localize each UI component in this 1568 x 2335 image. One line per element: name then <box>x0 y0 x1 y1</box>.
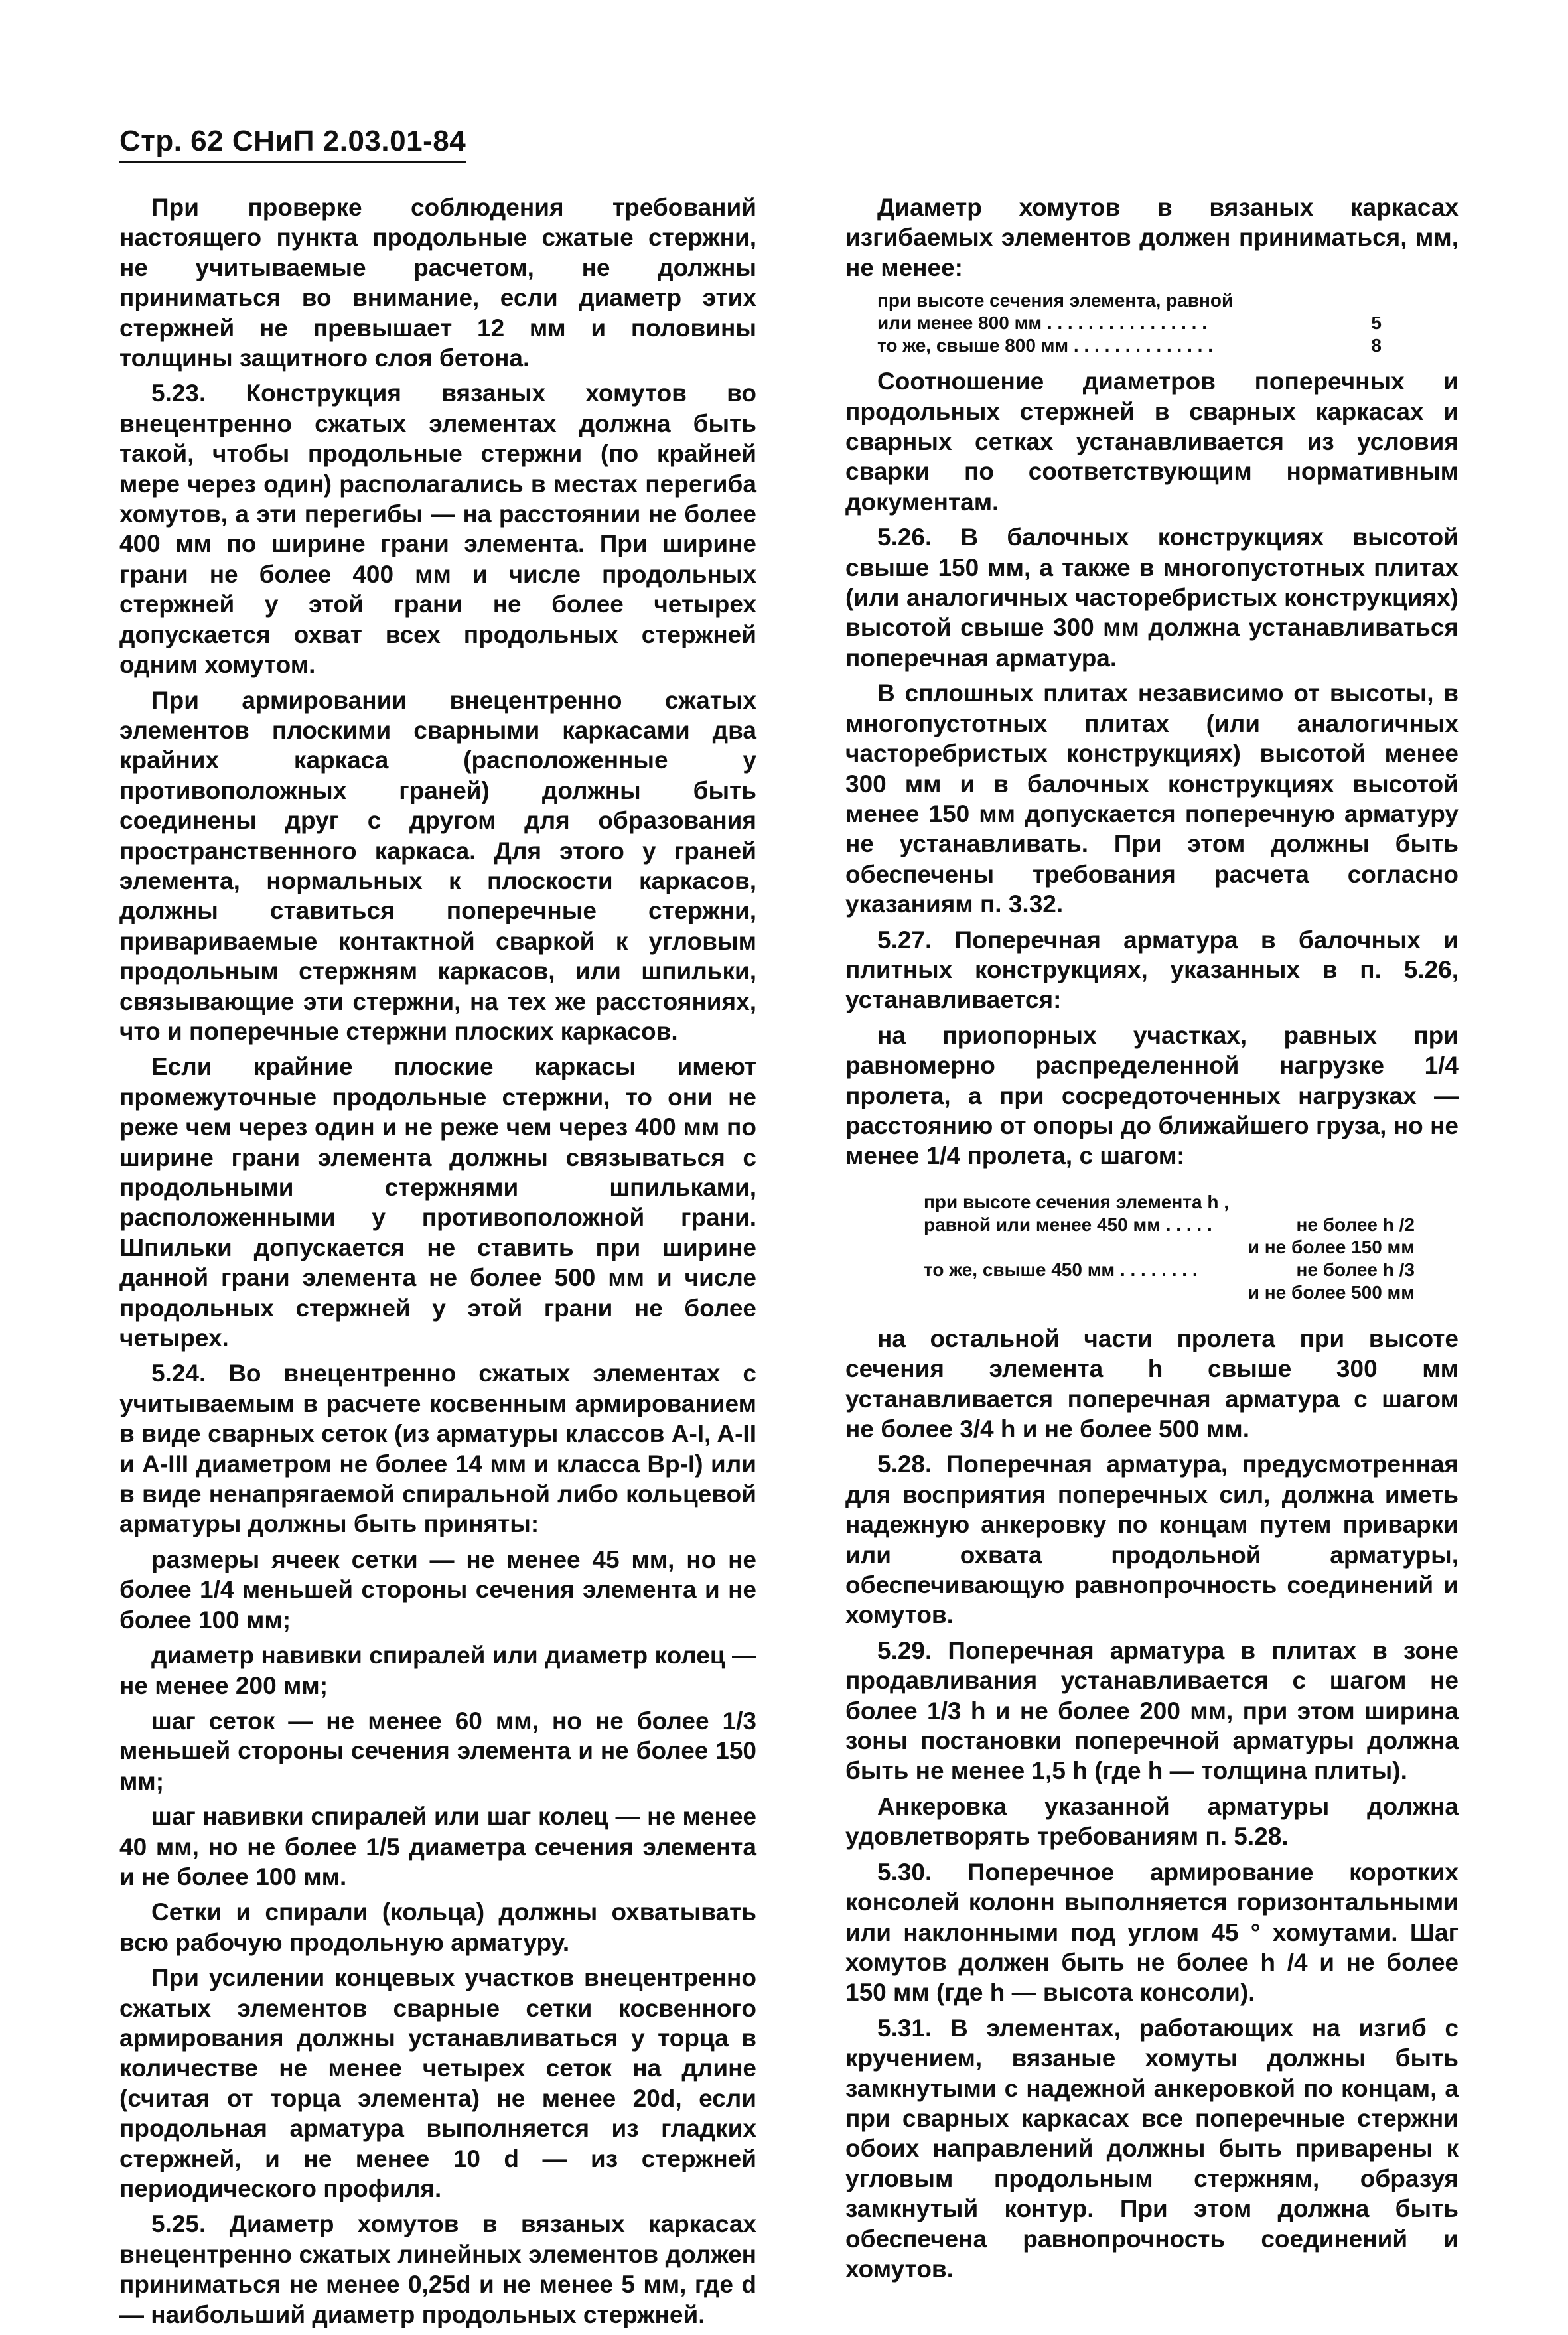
table-value: 5 <box>1371 313 1382 334</box>
paragraph: Соотношение диаметров поперечных и продольных стержней в сварных каркасах и сварных сетках устанавливается из условия сварки по соответствующим нормативным документам. <box>845 368 1459 516</box>
list-item: шаг навивки спиралей или шаг колец — не менее 40 мм, но не более 1/5 диаметра сечения элемента и не более 100 мм. <box>119 1803 756 1890</box>
table-value: не более h /2 <box>1296 1214 1415 1235</box>
paragraph-5-23: 5.23. Конструкция вязаных хомутов во внецентренно сжатых элементах должна быть такой, чтобы продольные стержни (по крайней мере через один) располагались в местах перегиба хомутов, а эти перегибы — на расстоянии не более 400 мм по ширине грани элемента. При ширине грани не более 400 мм и числе продольных стержней у этой грани не более четырех допускается охват всех продольных стержней одним хомутом. <box>119 380 756 679</box>
paragraph: на приопорных участках, равных при равномерно распределенной нагрузке 1/4 пролета, а при сосредоточенных нагрузках — расстоянию от опоры до ближайшего груза, но не менее 1/4 пролета, с шагом: <box>845 1021 1459 1170</box>
table-cell: то же, свыше 800 мм . . . . . . . . . . . . . . <box>877 335 1213 356</box>
table-value: 8 <box>1371 335 1382 356</box>
page-header: Стр. 62 СНиП 2.03.01-84 <box>119 125 466 163</box>
paragraph: на остальной части пролета при высоте сечения элемента h свыше 300 мм устанавливается поперечная арматура с шагом не более 3/4 h и не более 500 мм. <box>845 1324 1459 1443</box>
list-item: шаг сеток — не менее 60 мм, но не более 1/3 меньшей стороны сечения элемента и не более 150 мм; <box>119 1707 756 1795</box>
paragraph-5-26: 5.26. В балочных конструкциях высотой свыше 150 мм, а также в многопустотных плитах (или аналогичных часторебристых конструкциях) высотой свыше 300 мм должна устанавливаться поперечная арматура. <box>845 524 1459 672</box>
left-column <box>119 192 756 2335</box>
list-item: диаметр навивки спиралей или диаметр колец — не менее 200 мм; <box>119 1642 756 1699</box>
table-continuation: и не более 500 мм <box>1247 1281 1415 1303</box>
stirrup-diameter-table <box>877 289 1382 357</box>
paragraph: Если крайние плоские каркасы имеют промежуточные продольные стержни, то они не реже чем через один и не реже чем через 400 мм по ширине грани элемента должны связываться с продольными стержнями шпильками, расположенными у противоположной грани. Шпильки допускается не ставить при ширине данной грани элемента не более 500 мм и числе продольных стержней у этой грани не более четырех. <box>119 1053 756 1352</box>
paragraph-5-28: 5.28. Поперечная арматура, предусмотренная для восприятия поперечных сил, должна иметь надежную анкеровку по концам путем приварки или охвата продольной арматуры, обеспечивающую равнопрочность соединений и хомутов. <box>845 1451 1459 1629</box>
paragraph-5-27: 5.27. Поперечная арматура в балочных и плитных конструкциях, указанных в п. 5.26, устанавливается: <box>845 926 1459 1014</box>
paragraph-5-31: 5.31. В элементах, работающих на изгиб с кручением, вязаные хомуты должны быть замкнутыми с надежной анкеровкой по концам, а при сварных каркасах все поперечные стержни обоих направлений должны быть приварены к угловым продольным стержням, образуя замкнутый контур. При этом должна быть обеспечена равнопрочность соединений и хомутов. <box>845 2014 1459 2283</box>
table-row <box>877 289 1382 312</box>
paragraph-5-30: 5.30. Поперечное армирование коротких консолей колонн выполняется горизонтальными или наклонными под углом 45 ° хомутами. Шаг хомутов должен быть не более h /4 и не более 150 мм (где h — высота консоли). <box>845 1858 1459 2007</box>
paragraph: При проверке соблюдения требований настоящего пункта продольные сжатые стержни, не учитываемые расчетом, не должны приниматься во внимание, если диаметр этих стержней не превышает 12 мм и половины толщины защитного слоя бетона. <box>119 194 756 372</box>
paragraph: Анкеровка указанной арматуры должна удовлетворять требованиям п. 5.28. <box>845 1792 1459 1851</box>
table-row <box>877 312 1382 334</box>
paragraph-5-25: 5.25. Диаметр хомутов в вязаных каркасах внецентренно сжатых линейных элементов должен приниматься не менее 0,25d и не менее 5 мм, где d — наибольший диаметр продольных стержней. <box>119 2210 756 2328</box>
paragraph: Сетки и спирали (кольца) должны охватывать всю рабочую продольную арматуру. <box>119 1898 756 1956</box>
paragraph-5-24: 5.24. Во внецентренно сжатых элементах с учитываемым в расчете косвенным армированием в виде сварных сеток (из арматуры классов A-I, A-II и A-III диаметром не более 14 мм и класса Вр-I) или в виде ненапрягаемой спиральной либо кольцевой арматуры должны быть приняты: <box>119 1360 756 1538</box>
paragraph-5-29: 5.29. Поперечная арматура в плитах в зоне продавливания устанавливается с шагом не более 1/3 h и не более 200 мм, при этом ширина зоны постановки поперечной арматуры должна быть не менее 1,5 h (где h — толщина плиты). <box>845 1636 1459 1785</box>
table-row <box>924 1259 1415 1281</box>
table-value: не более h /3 <box>1296 1259 1415 1280</box>
table-cell: равной или менее 450 мм . . . . . <box>924 1214 1212 1235</box>
paragraph: При усилении концевых участков внецентренно сжатых элементов сварные сетки косвенного армирования должны устанавливаться у торца в количестве не менее четырех сеток на длине (считая от торца элемента) не менее 20d, если продольная арматура выполняется из гладких стержней, и не менее 10 d — из стержней периодического профиля. <box>119 1964 756 2202</box>
stirrup-spacing-table <box>924 1191 1415 1304</box>
table-cell: при высоте сечения элемента, равной <box>877 290 1234 311</box>
paragraph: В сплошных плитах независимо от высоты, в многопустотных плитах (или аналогичных часторебристых конструкциях) высотой менее 300 мм и в балочных конструкциях высотой менее 150 мм допускается поперечную арматуру не устанавливать. При этом должны быть обеспечены требования расчета согласно указаниям п. 3.32. <box>845 679 1459 918</box>
table-row <box>924 1191 1415 1214</box>
paragraph: Диаметр хомутов в вязаных каркасах изгибаемых элементов должен приниматься, мм, не менее: <box>845 194 1459 281</box>
table-continuation: и не более 150 мм <box>1247 1236 1415 1257</box>
table-row <box>877 334 1382 357</box>
table-cell: при высоте сечения элемента h , <box>924 1191 1230 1212</box>
table-cell: то же, свыше 450 мм . . . . . . . . <box>924 1259 1198 1280</box>
paragraph: При армировании внецентренно сжатых элементов плоскими сварными каркасами два крайних каркаса (расположенные у противоположных граней) должны быть соединены друг с другом для образования пространственного каркаса. Для этого у граней элемента, нормальных к плоскости каркасов, должны ставиться поперечные стержни, привариваемые контактной сваркой к угловым продольным стержням каркасов, или шпильки, связывающие эти стержни, на тех же расстояниях, что и поперечные стержни плоских каркасов. <box>119 686 756 1045</box>
list-item: размеры ячеек сетки — не менее 45 мм, но не более 1/4 меньшей стороны сечения элемента и не более 100 мм; <box>119 1545 756 1634</box>
table-row <box>924 1214 1415 1236</box>
table-cell: или менее 800 мм . . . . . . . . . . . . . . . . <box>877 313 1207 334</box>
right-column <box>845 192 1459 2289</box>
